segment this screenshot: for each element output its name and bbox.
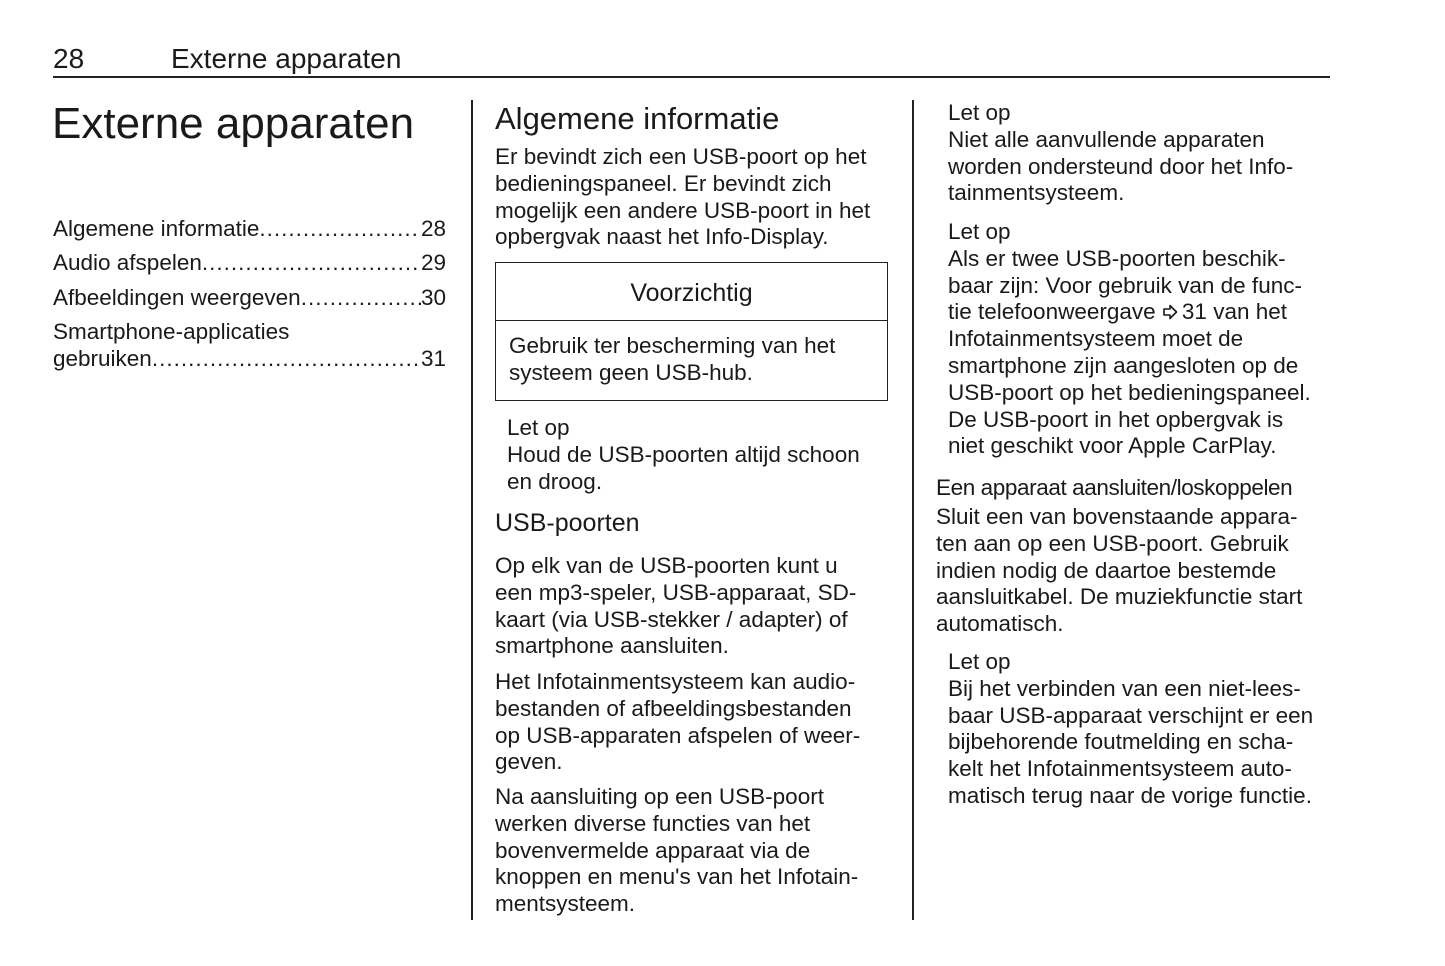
note-body: Bij het verbinden van een niet-lees- baar USB-apparaat verschijnt er een bijbehorende foutmelding en scha- kelt het Infotainmentsysteem auto- matisch terug naar de vorige functie.: [948, 675, 1314, 808]
page-reference-arrow-icon: [1162, 299, 1182, 326]
toc-label: Afbeeldingen weergeven: [53, 284, 301, 310]
toc-item[interactable]: [53, 319, 446, 373]
toc-label: Algemene informatie: [53, 216, 260, 241]
toc-label: gebruiken: [53, 345, 152, 371]
paragraph: Na aansluiting op een USB-poort werken diverse functies van het bovenvermelde apparaat via de knoppen en menu's van het Infotain- mentsysteem.: [495, 784, 859, 917]
section-heading: Algemene informatie: [495, 101, 780, 136]
note-block: [507, 415, 860, 495]
page-number: 28: [53, 43, 85, 74]
caution-title: Voorzichtig: [496, 263, 887, 321]
note-title: Let op: [948, 219, 1011, 244]
note-block: [948, 100, 1293, 207]
toc-leader: [202, 250, 421, 277]
subheading: Een apparaat aansluiten/loskoppelen: [936, 475, 1293, 500]
note-text: Als er twee USB-poorten beschik- baar zijn: Voor gebruik van de func- tie telefoonweergave: [948, 245, 1302, 325]
toc-item[interactable]: [53, 250, 446, 277]
toc-label-line1: Smartphone-applicaties: [53, 318, 290, 344]
note-body: Houd de USB-poorten altijd schoon en droog.: [507, 441, 860, 494]
toc-label: Audio afspelen: [53, 250, 202, 276]
toc-item[interactable]: [53, 285, 446, 312]
paragraph: Op elk van de USB-poorten kunt u een mp3-speler, USB-apparaat, SD- kaart (via USB-stekker / adapter) of smartphone aansluiten.: [495, 553, 857, 659]
paragraph: Het Infotainmentsysteem kan audio- bestanden of afbeeldingsbestanden op USB-apparaten afspelen of weer- geven.: [495, 669, 861, 775]
toc-page: 31: [420, 345, 446, 371]
page-header: [53, 42, 402, 76]
note-title: Let op: [948, 100, 1011, 125]
intro-paragraph: Er bevindt zich een USB-poort op het bedieningspaneel. Er bevindt zich mogelijk een andere USB-poort in het opbergvak naast het Info-Display.: [495, 144, 871, 250]
table-of-contents: [53, 216, 446, 372]
page-reference[interactable]: 31: [1181, 299, 1207, 325]
note-title: Let op: [507, 415, 570, 440]
toc-page: 29: [420, 250, 446, 276]
paragraph: Sluit een van bovenstaande appara- ten aan op een USB-poort. Gebruik indien nodig de daartoe bestemde aansluitkabel. De muziekfunctie start automatisch.: [936, 504, 1303, 637]
column-divider: [912, 100, 914, 920]
column-divider: [471, 100, 473, 920]
toc-leader: [152, 346, 421, 373]
caution-box: [495, 262, 888, 401]
note-body: Niet alle aanvullende apparaten worden ondersteund door het Info- tainmentsysteem.: [948, 126, 1294, 206]
note-text: van het Infotainmentsysteem moet de smartphone zijn aangesloten op de USB-poort op het bedieningspaneel. De USB-poort in het opbergvak is niet geschikt voor Apple CarPlay.: [948, 299, 1311, 459]
note-block: [948, 649, 1313, 810]
toc-leader: [301, 285, 421, 312]
toc-page: 30: [420, 284, 446, 310]
running-title: Externe apparaten: [171, 43, 402, 74]
note-title: Let op: [948, 649, 1011, 674]
header-rule: [53, 76, 1330, 78]
caution-body: Gebruik ter bescherming van het systeem geen USB-hub.: [509, 333, 836, 385]
toc-page: 28: [420, 216, 446, 241]
subheading: USB-poorten: [495, 509, 640, 537]
note-block: [948, 219, 1311, 460]
note-body: [948, 246, 1311, 460]
toc-item[interactable]: [53, 216, 446, 243]
toc-leader: [259, 216, 421, 243]
chapter-title: Externe apparaten: [52, 99, 415, 148]
